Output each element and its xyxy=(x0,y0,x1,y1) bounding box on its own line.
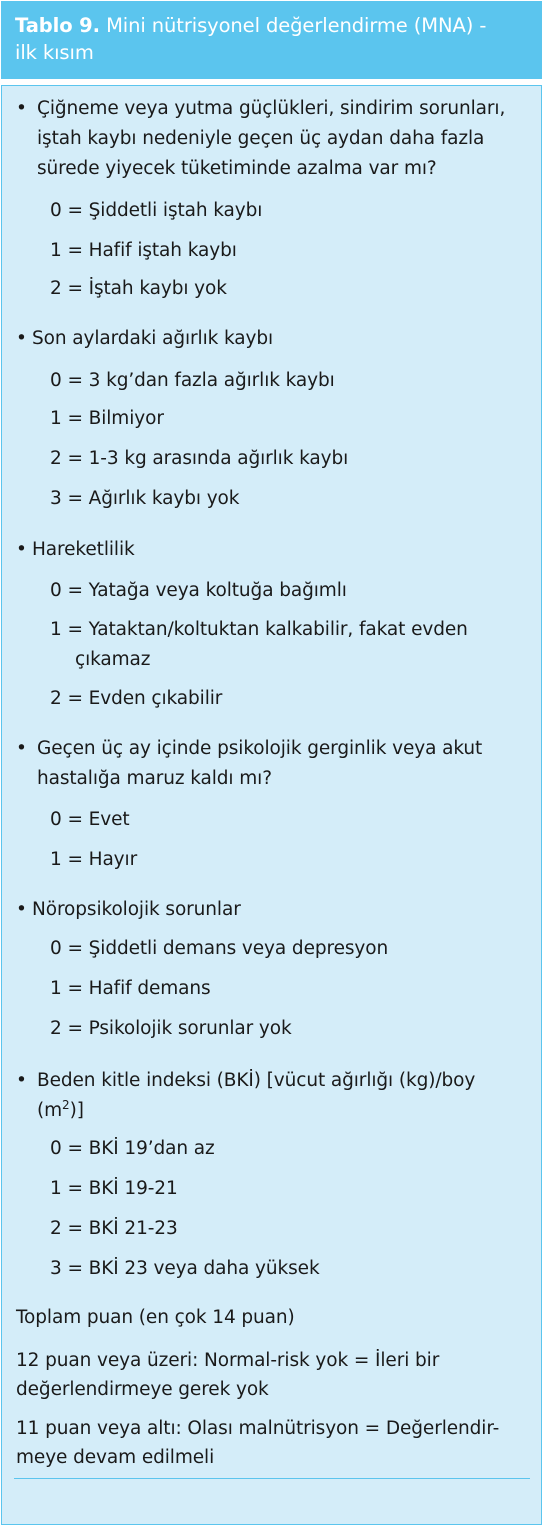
bullet-icon: • xyxy=(16,899,27,920)
risk-score-line-2: meye devam edilmeli xyxy=(16,1447,215,1468)
normal-score-line-2: değerlendirmeye gerek yok xyxy=(16,1379,269,1400)
option-1-2: 2 = İştah kaybı yok xyxy=(50,278,227,299)
question-1-line-3: sürede yiyecek tüketiminde azalma var mı? xyxy=(37,158,437,179)
option-2-0: 0 = 3 kg’dan fazla ağırlık kaybı xyxy=(50,370,335,391)
option-6-0: 0 = BKİ 19’dan az xyxy=(50,1138,215,1159)
bullet-icon: • xyxy=(16,738,27,759)
question-1-line-1: Çiğneme veya yutma güçlükleri, sindirim sorunları, xyxy=(37,98,506,119)
bullet-icon: • xyxy=(16,328,27,349)
question-6-line-1: Beden kitle indeksi (BKİ) [vücut ağırlığı (kg)/boy xyxy=(37,1070,476,1091)
question-6-line-2: $(m^2)$] xyxy=(37,1098,84,1121)
option-2-1: 1 = Bilmiyor xyxy=(50,408,164,429)
option-4-0: 0 = Evet xyxy=(50,809,130,830)
bullet-icon: • xyxy=(16,1070,27,1091)
option-2-3: 3 = Ağırlık kaybı yok xyxy=(50,488,240,509)
table-title-line-2: ilk kısım xyxy=(15,41,94,64)
risk-score-line-1: 11 puan veya altı: Olası malnütrisyon = Değerlendir- xyxy=(16,1418,500,1439)
option-2-2: 2 = 1-3 kg arasında ağırlık kaybı xyxy=(50,448,349,469)
normal-score-line-1: 12 puan veya üzeri: Normal-risk yok = İleri bir xyxy=(16,1350,440,1371)
bullet-icon: • xyxy=(16,539,27,560)
option-5-1: 1 = Hafif demans xyxy=(50,978,211,999)
total-score: Toplam puan (en çok 14 puan) xyxy=(16,1307,295,1328)
table-title-line-1: Mini nütrisyonel değerlendirme (MNA) - xyxy=(106,14,487,37)
question-5-line-1: Nöropsikolojik sorunlar xyxy=(32,899,241,920)
question-3-line-1: Hareketlilik xyxy=(32,539,135,560)
table-title xyxy=(15,12,530,66)
superscript-2: 2 xyxy=(62,1098,70,1112)
table-title-bar xyxy=(1,1,542,79)
option-3-2: 2 = Evden çıkabilir xyxy=(50,688,223,709)
question-1-line-2: iştah kaybı nedeniyle geçen üç aydan daha fazla xyxy=(37,128,485,149)
option-6-1: 1 = BKİ 19-21 xyxy=(50,1178,178,1199)
table-number: Tablo 9. xyxy=(15,14,100,37)
option-3-0: 0 = Yatağa veya koltuğa bağımlı xyxy=(50,580,347,601)
option-5-0: 0 = Şiddetli demans veya depresyon xyxy=(50,938,389,959)
option-1-1: 1 = Hafif iştah kaybı xyxy=(50,240,237,261)
option-5-2: 2 = Psikolojik sorunlar yok xyxy=(50,1018,292,1039)
question-2-line-1: Son aylardaki ağırlık kaybı xyxy=(32,328,274,349)
option-6-3: 3 = BKİ 23 veya daha yüksek xyxy=(50,1258,320,1279)
bottom-divider xyxy=(14,1478,530,1479)
bullet-icon: • xyxy=(16,98,27,119)
option-3-1: 1 = Yataktan/koltuktan kalkabilir, fakat evden xyxy=(50,619,468,640)
option-1-0: 0 = Şiddetli iştah kaybı xyxy=(50,200,263,221)
question-4-line-2: hastalığa maruz kaldı mı? xyxy=(37,768,272,789)
question-4-line-1: Geçen üç ay içinde psikolojik gerginlik veya akut xyxy=(37,738,483,759)
option-3-1-continuation: çıkamaz xyxy=(75,649,151,670)
option-4-1: 1 = Hayır xyxy=(50,849,138,870)
option-6-2: 2 = BKİ 21-23 xyxy=(50,1218,178,1239)
